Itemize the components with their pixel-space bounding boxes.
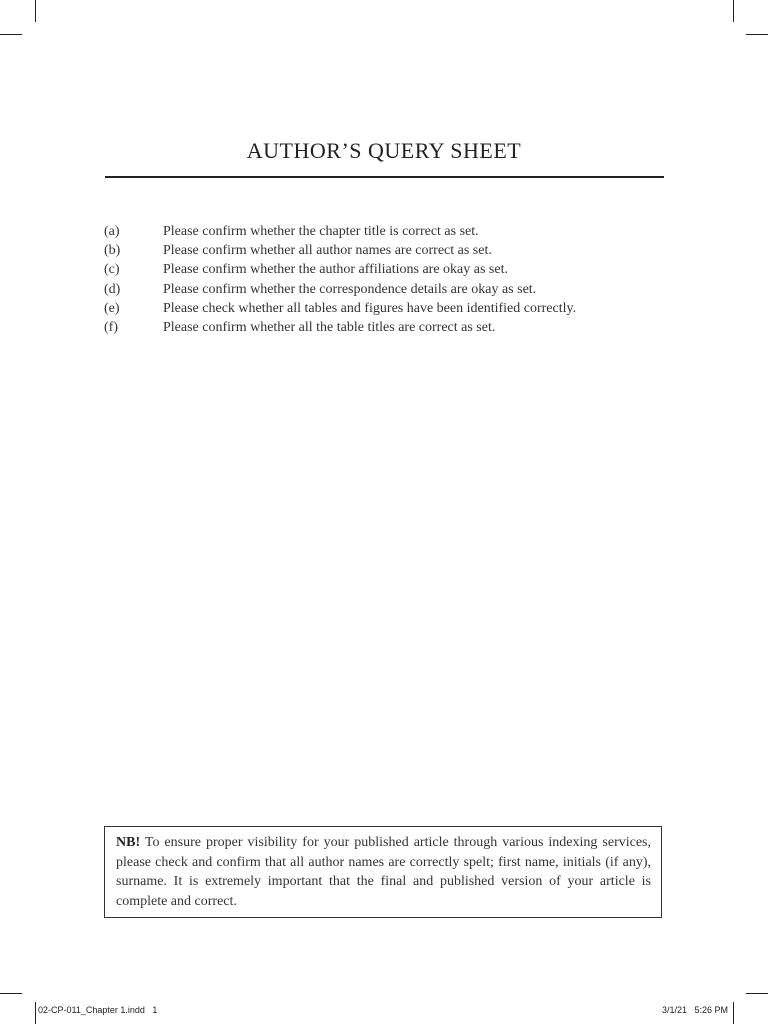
- crop-mark-top-right-h: [746, 34, 768, 35]
- crop-mark-bottom-left-h: [0, 993, 22, 994]
- page-title: AUTHOR’S QUERY SHEET: [246, 138, 522, 163]
- query-label: (d): [104, 281, 121, 297]
- nb-label: NB!: [116, 835, 141, 850]
- query-text: Please confirm whether the author affiliations are okay as set.: [163, 262, 508, 278]
- crop-mark-top-left: [35, 0, 36, 22]
- query-label: (b): [104, 243, 121, 259]
- query-label: (e): [104, 300, 120, 316]
- crop-mark-bottom-left: [35, 1002, 36, 1024]
- query-item: [104, 222, 664, 241]
- title-rule: [105, 176, 664, 178]
- query-item: [104, 299, 664, 318]
- query-item: [104, 280, 664, 299]
- slug-filename: 02-CP-011_Chapter 1.indd 1: [38, 1005, 158, 1015]
- query-label: (c): [104, 262, 120, 278]
- crop-mark-top-left-h: [0, 34, 22, 35]
- query-text: Please confirm whether all author names are correct as set.: [163, 243, 492, 259]
- query-text: Please confirm whether the correspondence details are okay as set.: [163, 281, 537, 297]
- crop-mark-bottom-right: [733, 1002, 734, 1024]
- query-item: [104, 260, 664, 279]
- slug-datetime: 3/1/21 5:26 PM: [661, 1005, 728, 1015]
- query-item: [104, 241, 664, 260]
- query-label: (a): [104, 224, 120, 239]
- query-text: Please check whether all tables and figures have been identified correctly.: [163, 300, 577, 316]
- query-text: Please confirm whether all the table titles are correct as set.: [163, 319, 496, 335]
- nb-text: To ensure proper visibility for your published article through various indexing services, please check and confirm that all author names are correctly spelt; first name, initials (if any), surname. It is extremely important that the final and published version of your article is complete and correct.: [116, 835, 651, 909]
- query-text: Please confirm whether the chapter title is correct as set.: [163, 224, 479, 239]
- crop-mark-bottom-right-h: [746, 993, 768, 994]
- query-label: (f): [104, 319, 118, 335]
- query-item: [104, 318, 664, 337]
- nb-notice-box: [104, 826, 662, 918]
- crop-mark-top-right: [733, 0, 734, 22]
- query-list: [104, 222, 664, 337]
